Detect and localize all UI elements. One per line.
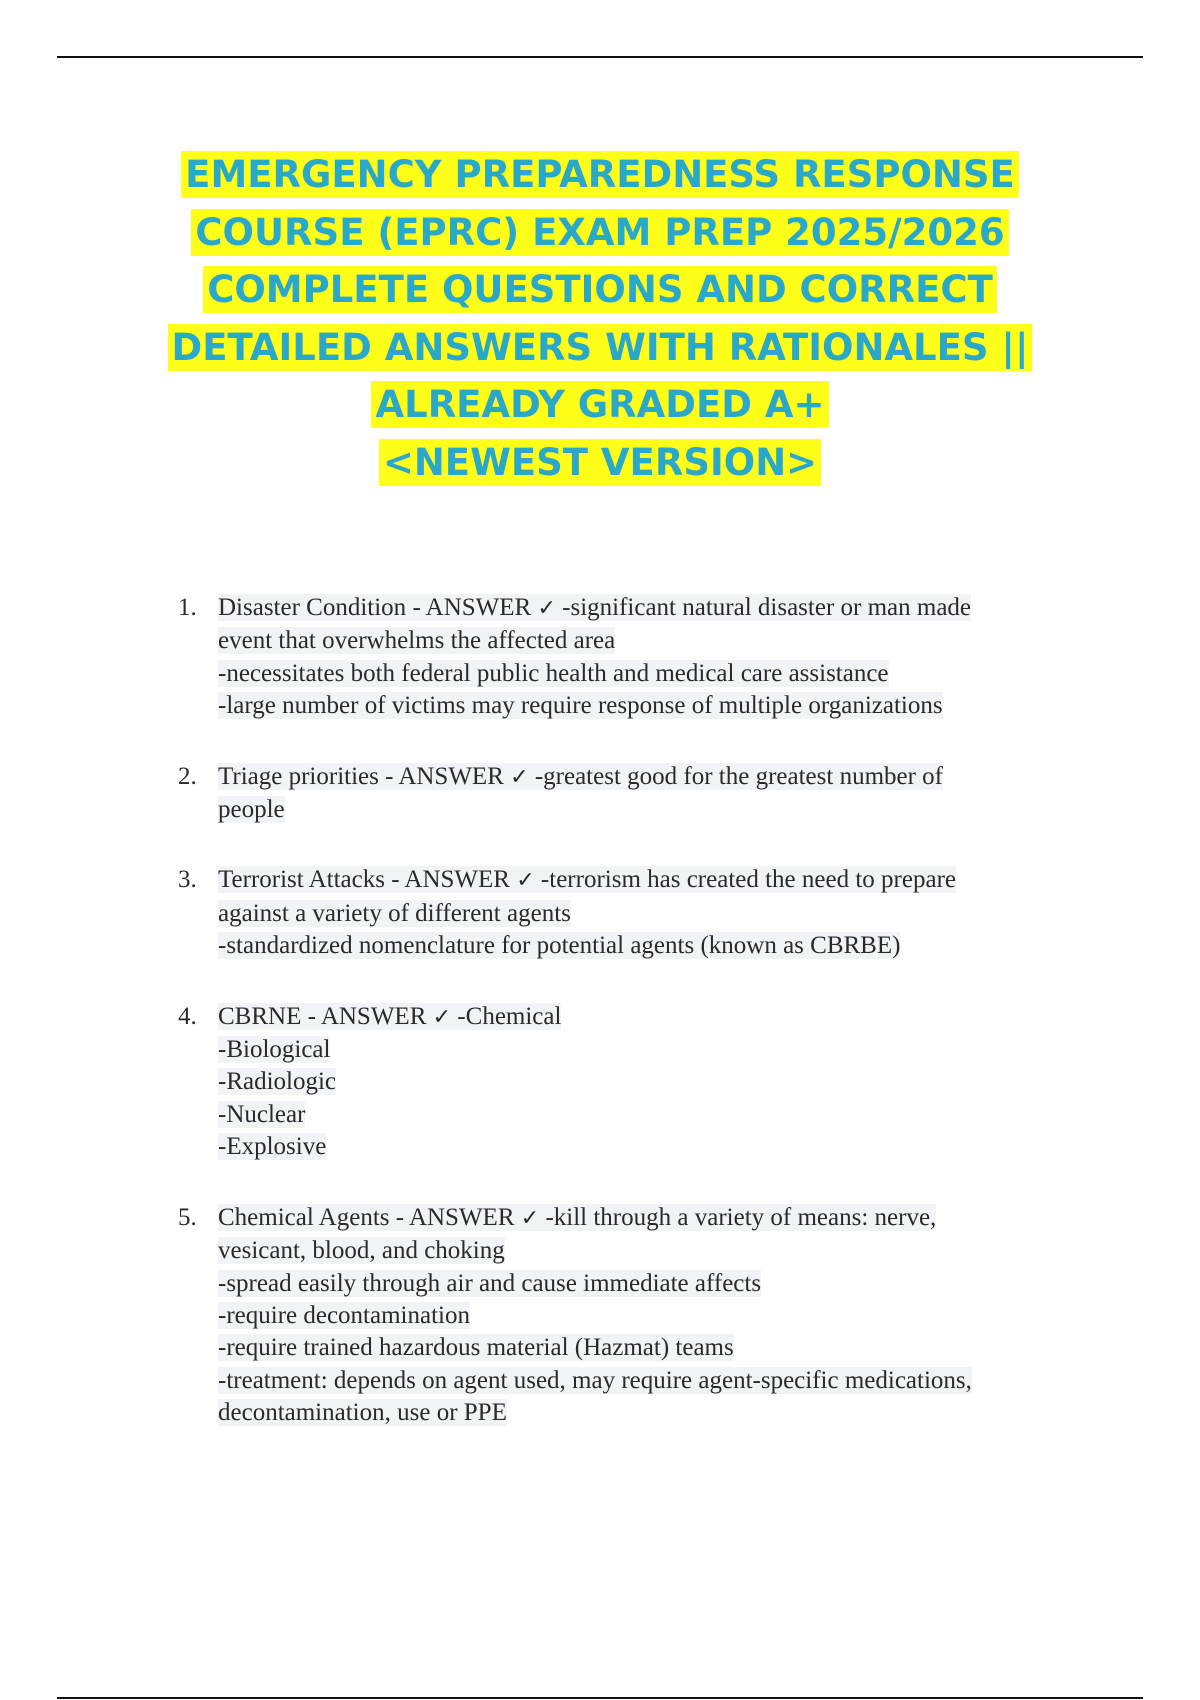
title-line: COMPLETE QUESTIONS AND CORRECT: [0, 261, 1200, 319]
qa-item: [178, 761, 1078, 827]
check-icon: ✓: [520, 1205, 540, 1231]
check-icon: ✓: [432, 1004, 452, 1030]
qa-line: against a variety of different agents: [218, 899, 571, 927]
answer-marker: ANSWER: [404, 866, 510, 894]
qa-line: Disaster Condition - ANSWER ✓ -significant natural disaster or man made: [218, 594, 972, 621]
qa-line: Terrorist Attacks - ANSWER ✓ -terrorism has created the need to prepare: [218, 866, 956, 894]
qa-item: [178, 864, 1078, 962]
answer-marker: ANSWER: [320, 1002, 427, 1030]
qa-line: -large number of victims may require response of multiple organizations: [218, 692, 943, 720]
qa-line: -Biological: [218, 1036, 331, 1064]
check-icon: ✓: [510, 764, 529, 790]
qa-line: -Nuclear: [218, 1100, 306, 1128]
qa-line: decontamination, use or PPE: [218, 1399, 507, 1427]
title-line: EMERGENCY PREPAREDNESS RESPONSE: [0, 146, 1200, 204]
qa-line: vesicant, blood, and choking: [218, 1237, 505, 1265]
item-number: 4.: [178, 1002, 197, 1030]
qa-item: [178, 1202, 1078, 1430]
qa-line: -require trained hazardous material (Hazmat) teams: [218, 1334, 734, 1362]
item-term: Terrorist Attacks: [218, 866, 385, 894]
answer-marker: ANSWER: [408, 1203, 515, 1231]
title-line: DETAILED ANSWERS WITH RATIONALES ||: [0, 319, 1200, 377]
qa-line: -necessitates both federal public health and medical care assistance: [218, 659, 889, 687]
qa-line: -Explosive: [218, 1133, 327, 1161]
qa-line: CBRNE - ANSWER ✓ -Chemical: [218, 1002, 562, 1030]
item-term: Disaster Condition: [218, 594, 407, 621]
item-number: 1.: [178, 594, 197, 621]
answer-marker: ANSWER: [398, 762, 504, 790]
qa-line: -Radiologic: [218, 1068, 337, 1096]
item-number: 5.: [178, 1203, 197, 1231]
item-term: CBRNE: [218, 1002, 302, 1030]
title-line: <NEWEST VERSION>: [0, 434, 1200, 492]
qa-list: [178, 592, 1078, 1468]
qa-item: [178, 592, 1078, 723]
qa-line: -standardized nomenclature for potential agents (known as CBRBE): [218, 932, 901, 960]
check-icon: ✓: [537, 596, 556, 621]
check-icon: ✓: [516, 868, 535, 894]
qa-line: -treatment: depends on agent used, may require agent-specific medications,: [218, 1366, 972, 1394]
title-line: ALREADY GRADED A+: [0, 376, 1200, 434]
item-term: Chemical Agents: [218, 1203, 390, 1231]
qa-line: Triage priorities - ANSWER ✓ -greatest good for the greatest number of: [218, 762, 944, 790]
qa-item: [178, 1001, 1078, 1164]
qa-line: -require decontamination: [218, 1301, 470, 1329]
qa-line: Chemical Agents - ANSWER ✓ -kill through a variety of means: nerve,: [218, 1203, 937, 1231]
item-term: Triage priorities: [218, 762, 379, 790]
bottom-rule: [57, 1697, 1143, 1699]
item-number: 2.: [178, 762, 197, 790]
document-title: [0, 146, 1200, 491]
answer-marker: ANSWER: [425, 594, 532, 621]
title-line: COURSE (EPRC) EXAM PREP 2025/2026: [0, 204, 1200, 262]
qa-line: -spread easily through air and cause immediate affects: [218, 1269, 762, 1297]
top-rule: [57, 56, 1143, 58]
qa-line: event that overwhelms the affected area: [218, 627, 616, 655]
item-number: 3.: [178, 866, 197, 894]
qa-line: people: [218, 796, 285, 824]
